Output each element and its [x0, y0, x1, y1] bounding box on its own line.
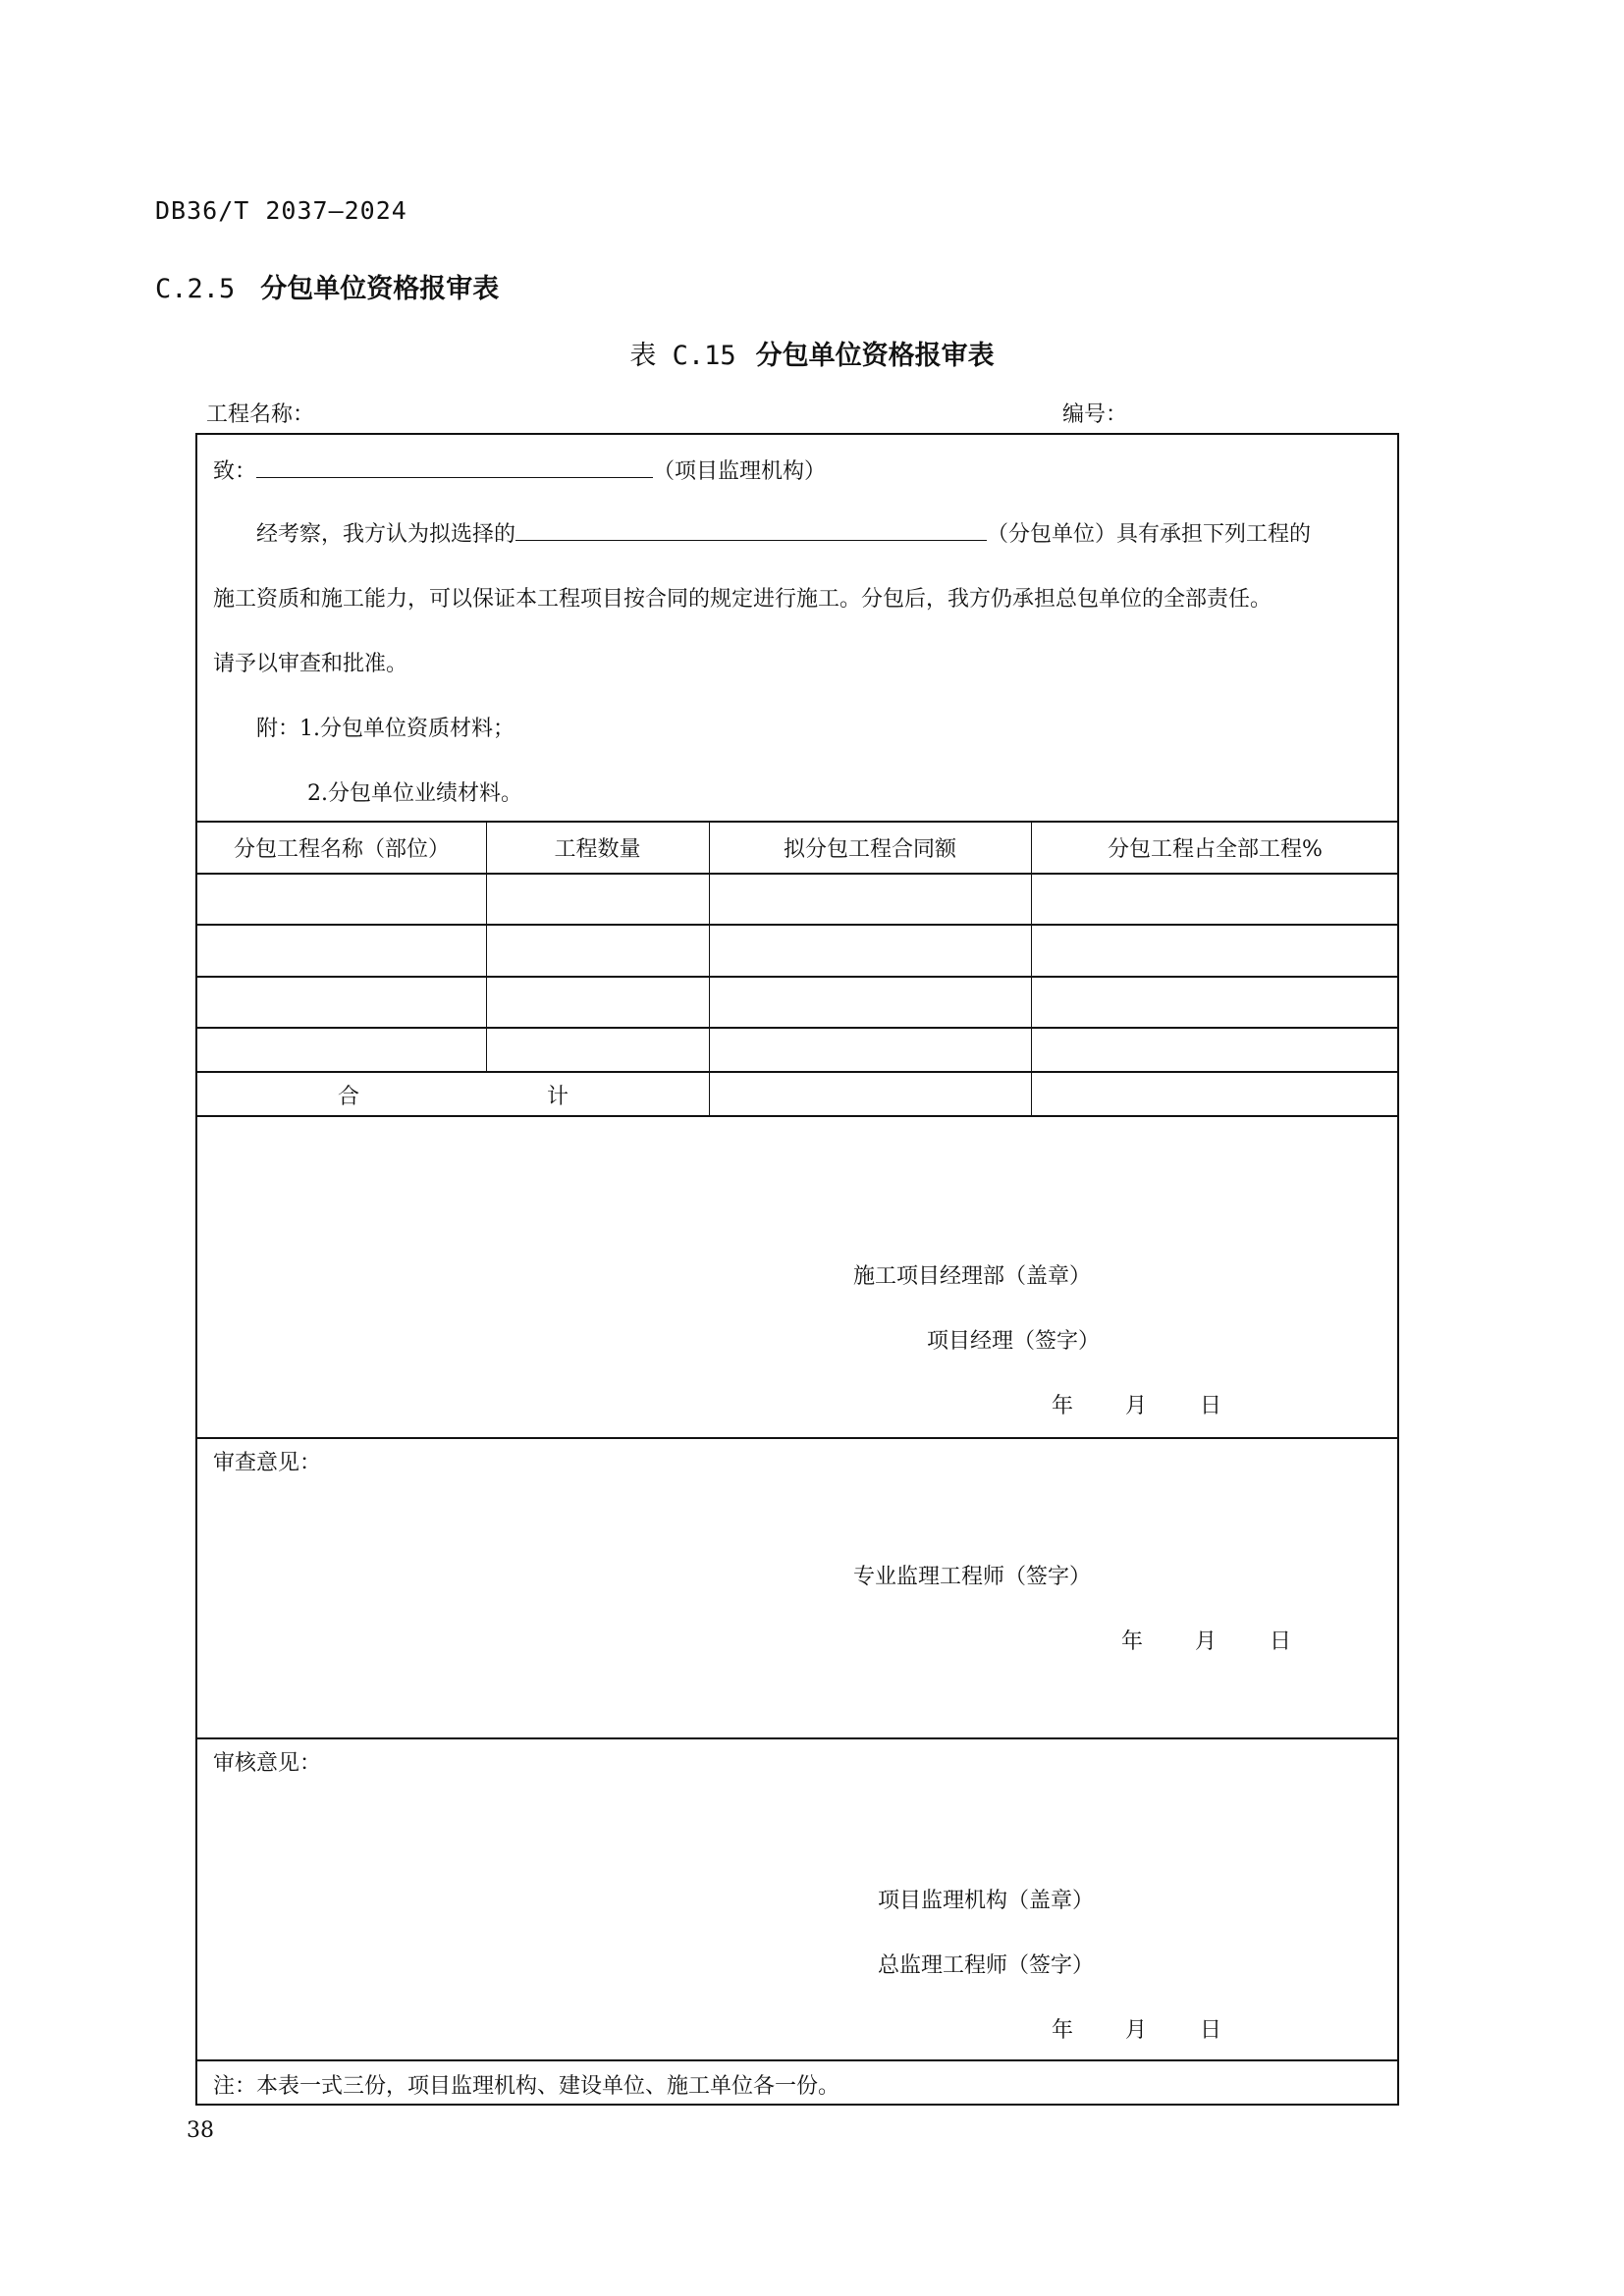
letter-paragraph-line2: 施工资质和施工能力，可以保证本工程项目按合同的规定进行施工。分包后，我方仍承担总包单位的全部责任。 — [213, 587, 1272, 612]
attachment-2: 2.分包单位业绩材料。 — [307, 781, 522, 806]
para1-suffix: （分包单位）具有承担下列工程的 — [987, 522, 1312, 547]
engineer-sign-label: 专业监理工程师（签字） — [853, 1565, 1092, 1589]
review-opinion-label: 审查意见： — [213, 1451, 322, 1475]
contractor-year: 年 — [1052, 1394, 1074, 1418]
manager-sign-label: 项目经理（签字） — [927, 1329, 1101, 1354]
table-number: 表 C.15 — [629, 341, 736, 371]
approval-month: 月 — [1125, 2018, 1148, 2043]
column-divider — [1031, 821, 1032, 1115]
review-month: 月 — [1195, 1629, 1218, 1654]
review-day: 日 — [1270, 1629, 1292, 1654]
total-label-1: 合 — [338, 1085, 360, 1109]
approval-opinion-label: 审核意见： — [213, 1751, 322, 1776]
table-header-name: 分包工程名称（部位） — [233, 837, 450, 862]
table-row-divider — [197, 1071, 1397, 1073]
table-row-divider — [197, 873, 1397, 875]
letter-paragraph-line1 — [256, 517, 1311, 548]
section-number: C.2.5 — [155, 274, 236, 304]
table-title — [0, 334, 1624, 372]
letter-paragraph-line3: 请予以审查和批准。 — [213, 652, 408, 676]
total-label-2: 计 — [547, 1085, 569, 1109]
table-row-divider — [197, 924, 1397, 926]
section-divider — [197, 1437, 1397, 1439]
letter-to — [213, 454, 826, 485]
review-year: 年 — [1121, 1629, 1144, 1654]
table-header-percentage: 分包工程占全部工程% — [1108, 837, 1323, 862]
section-divider — [197, 2059, 1397, 2061]
table-header-contract-amount: 拟分包工程合同额 — [783, 837, 956, 862]
table-top-border — [197, 821, 1397, 823]
chief-sign-label: 总监理工程师（签字） — [878, 1953, 1095, 1978]
table-bottom-border — [197, 1115, 1397, 1117]
to-label: 致： — [213, 459, 257, 484]
to-suffix: （项目监理机构） — [653, 459, 827, 484]
approval-day: 日 — [1200, 2018, 1222, 2043]
form-note: 注：本表一式三份，项目监理机构、建设单位、施工单位各一份。 — [213, 2074, 840, 2099]
page-number: 38 — [187, 2118, 214, 2143]
subcontractor-blank[interactable] — [515, 518, 987, 541]
column-divider — [709, 821, 710, 1115]
section-title: 分包单位资格报审表 — [260, 274, 500, 304]
org-seal-label: 项目监理机构（盖章） — [878, 1889, 1095, 1913]
dept-seal-label: 施工项目经理部（盖章） — [853, 1264, 1092, 1289]
section-heading — [155, 267, 499, 305]
recipient-blank[interactable] — [256, 455, 653, 478]
attachment-1: 附：1.分包单位资质材料； — [256, 717, 514, 741]
project-name-label: 工程名称： — [206, 402, 315, 427]
table-header-quantity: 工程数量 — [554, 837, 641, 862]
contractor-month: 月 — [1125, 1394, 1148, 1418]
approval-year: 年 — [1052, 2018, 1074, 2043]
table-row-divider — [197, 976, 1397, 978]
para1-prefix: 经考察，我方认为拟选择的 — [256, 522, 516, 547]
table-row-divider — [197, 1027, 1397, 1029]
section-divider — [197, 1737, 1397, 1739]
table-title-text: 分包单位资格报审表 — [755, 341, 995, 371]
serial-number-label: 编号： — [1062, 402, 1128, 427]
contractor-day: 日 — [1200, 1394, 1222, 1418]
document-code: DB36/T 2037—2024 — [155, 196, 407, 225]
report-form — [195, 433, 1399, 2106]
